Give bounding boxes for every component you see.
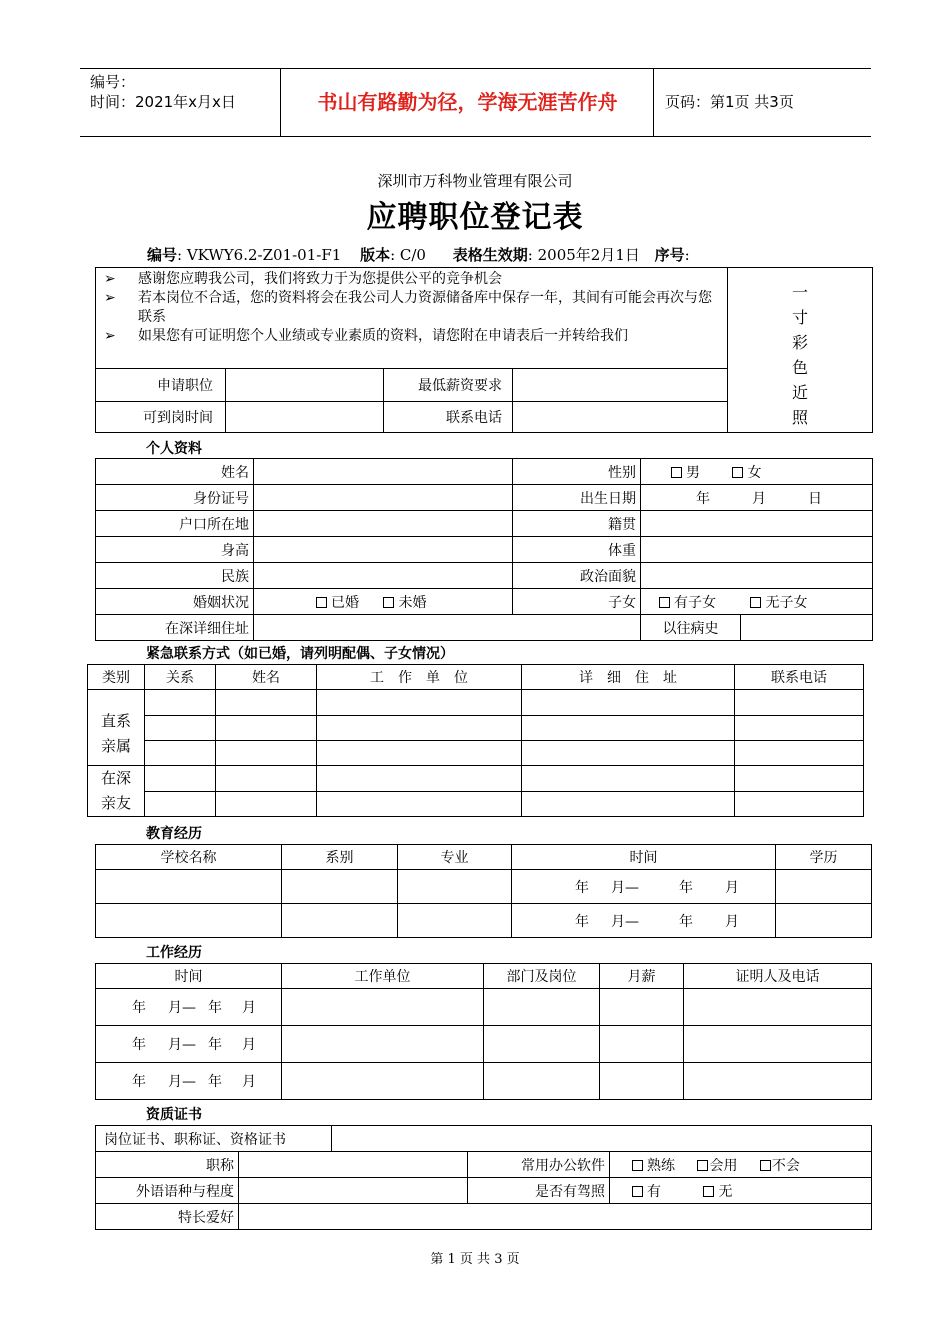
apply-table <box>95 267 873 433</box>
edu-time-field[interactable]: 年 月— 年 月 <box>512 870 776 904</box>
personal-table <box>95 458 873 641</box>
meta-seq-value: : <box>684 246 690 264</box>
table-cell[interactable] <box>96 904 282 938</box>
emergency-header-phone: 联系电话 <box>735 665 864 690</box>
has-children-checkbox[interactable] <box>659 597 670 608</box>
no-children-checkbox[interactable] <box>750 597 761 608</box>
title-field[interactable] <box>239 1152 468 1178</box>
work-header-position: 部门及岗位 <box>484 964 600 989</box>
edu-time-field[interactable]: 年 月— 年 月 <box>512 904 776 938</box>
children-label: 子女 <box>513 589 641 615</box>
table-cell[interactable] <box>484 1063 600 1100</box>
table-cell[interactable] <box>600 989 684 1026</box>
ethnic-field[interactable] <box>254 563 513 589</box>
meta-code-label: 编号 <box>147 246 178 264</box>
table-cell[interactable] <box>216 766 317 792</box>
hukou-field[interactable] <box>254 511 513 537</box>
unmarried-label: 未婚 <box>398 594 427 611</box>
group-local-friends: 在深 亲友 <box>88 766 145 817</box>
education-table <box>95 844 872 938</box>
married-label: 已婚 <box>331 594 359 611</box>
emergency-header-type: 类别 <box>88 665 145 690</box>
office-options <box>610 1152 872 1178</box>
header-left <box>80 69 281 136</box>
company-name: 深圳市万科物业管理有限公司 <box>377 172 573 190</box>
address-field[interactable] <box>254 615 641 641</box>
political-field[interactable] <box>641 563 873 589</box>
edu-header-school: 学校名称 <box>96 845 282 870</box>
table-cell[interactable] <box>776 870 872 904</box>
language-field[interactable] <box>239 1178 468 1204</box>
license-label: 是否有驾照 <box>468 1178 610 1204</box>
title-label: 职称 <box>96 1152 239 1178</box>
page-footer: 第 1 页 共 3 页 <box>430 1252 520 1267</box>
office-label: 常用办公软件 <box>468 1152 610 1178</box>
table-cell[interactable] <box>317 716 522 741</box>
table-cell[interactable] <box>484 1026 600 1063</box>
emergency-header-employer: 工 作 单 位 <box>317 665 522 690</box>
table-cell[interactable] <box>398 904 512 938</box>
table-cell[interactable] <box>735 741 864 766</box>
meta-seq-label: 序号 <box>654 246 685 264</box>
table-cell[interactable] <box>145 690 216 716</box>
native-label: 籍贯 <box>513 511 641 537</box>
height-field[interactable] <box>254 537 513 563</box>
native-field[interactable] <box>641 511 873 537</box>
header-time: 时间：2021年x月x日 <box>90 93 236 111</box>
table-cell[interactable] <box>282 870 398 904</box>
table-cell[interactable] <box>522 741 735 766</box>
table-cell[interactable] <box>145 766 216 792</box>
license-yes-checkbox[interactable] <box>632 1186 643 1197</box>
table-cell[interactable] <box>317 766 522 792</box>
unmarried-checkbox[interactable] <box>383 597 394 608</box>
meta-date-value: : 2005年2月1日 <box>527 246 640 264</box>
table-cell[interactable] <box>684 1063 872 1100</box>
notice-3: ➢ 如果您有可证明您个人业绩或专业素质的资料，请您附在申请表后一并转给我们 <box>104 328 628 344</box>
hobby-label: 特长爱好 <box>96 1204 239 1230</box>
gender-label: 性别 <box>513 459 641 485</box>
certs-field[interactable] <box>332 1126 872 1152</box>
emergency-table <box>87 664 864 817</box>
table-cell[interactable] <box>522 690 735 716</box>
skilled-checkbox[interactable] <box>632 1160 643 1171</box>
height-label: 身高 <box>96 537 254 563</box>
edu-header-dept: 系别 <box>282 845 398 870</box>
table-cell[interactable] <box>282 1026 484 1063</box>
table-cell[interactable] <box>282 989 484 1026</box>
page-header <box>80 68 871 137</box>
table-cell[interactable] <box>684 989 872 1026</box>
notice-2: ➢ 若本岗位不合适，您的资料将会在我公司人力资源储备库中保存一年，其间有可能会再次与您联系 <box>104 290 712 325</box>
cert-section-title: 资质证书 <box>146 1107 202 1123</box>
work-header-salary: 月薪 <box>600 964 684 989</box>
table-cell[interactable] <box>776 904 872 938</box>
table-cell[interactable] <box>735 791 864 817</box>
certs-label: 岗位证书、职称证、资格证书 <box>96 1126 332 1152</box>
birth-label: 出生日期 <box>513 485 641 511</box>
start-time-label: 可到岗时间 <box>96 402 226 433</box>
notice-box <box>96 268 728 369</box>
weight-field[interactable] <box>641 537 873 563</box>
name-field[interactable] <box>254 459 513 485</box>
header-page: 页码：第1页 共3页 <box>665 93 794 111</box>
education-section-title: 教育经历 <box>146 826 202 842</box>
header-code: 编号： <box>90 73 136 91</box>
group-direct-relatives: 直系 亲属 <box>88 690 145 766</box>
work-time-field[interactable]: 年 月— 年 月 <box>96 989 282 1026</box>
table-cell[interactable] <box>484 989 600 1026</box>
table-cell[interactable] <box>145 741 216 766</box>
medical-label: 以往病史 <box>641 615 741 641</box>
cannot-label: 不会 <box>771 1157 800 1174</box>
license-no-checkbox[interactable] <box>703 1186 714 1197</box>
license-yes-label: 有 <box>647 1183 661 1200</box>
children-options <box>641 589 873 615</box>
start-time-field[interactable] <box>226 402 384 433</box>
table-cell[interactable] <box>600 1063 684 1100</box>
table-cell[interactable] <box>735 690 864 716</box>
work-table <box>95 963 872 1100</box>
no-children-label: 无子女 <box>765 594 808 611</box>
id-no-field[interactable] <box>254 485 513 511</box>
apply-phone-field[interactable] <box>513 402 728 433</box>
table-cell[interactable] <box>398 870 512 904</box>
emergency-header-address: 详 细 住 址 <box>522 665 735 690</box>
apply-phone-label: 联系电话 <box>384 402 513 433</box>
table-cell[interactable] <box>145 716 216 741</box>
table-cell[interactable] <box>522 766 735 792</box>
work-header-time: 时间 <box>96 964 282 989</box>
table-cell[interactable] <box>216 716 317 741</box>
work-time-field[interactable]: 年 月— 年 月 <box>96 1026 282 1063</box>
female-label: 女 <box>747 464 762 481</box>
license-options <box>610 1178 872 1204</box>
language-label: 外语语种与程度 <box>96 1178 239 1204</box>
table-cell[interactable] <box>317 791 522 817</box>
edu-header-degree: 学历 <box>776 845 872 870</box>
header-motto: 书山有路勤为径，学海无涯苦作舟 <box>282 69 654 136</box>
medical-field[interactable] <box>741 615 873 641</box>
political-label: 政治面貌 <box>513 563 641 589</box>
notice-1: ➢ 感谢您应聘我公司，我们将致力于为您提供公平的竞争机会 <box>104 271 502 287</box>
marital-options <box>254 589 513 615</box>
marital-label: 婚姻状况 <box>96 589 254 615</box>
apply-position-field[interactable] <box>226 369 384 402</box>
meta-date-label: 表格生效期 <box>452 246 528 264</box>
personal-section-title: 个人资料 <box>146 441 202 457</box>
has-children-label: 有子女 <box>674 594 716 611</box>
form-meta <box>147 244 867 265</box>
weight-label: 体重 <box>513 537 641 563</box>
min-salary-label: 最低薪资要求 <box>384 369 513 402</box>
married-checkbox[interactable] <box>316 597 327 608</box>
page-title: 应聘职位登记表 <box>366 200 584 235</box>
table-cell[interactable] <box>282 1063 484 1100</box>
meta-version-label: 版本 <box>360 246 391 264</box>
edu-header-major: 专业 <box>398 845 512 870</box>
table-cell[interactable] <box>684 1026 872 1063</box>
cannot-checkbox[interactable] <box>760 1160 771 1171</box>
apply-position-label: 申请职位 <box>96 369 226 402</box>
birth-field[interactable]: 年 月 日 <box>641 485 873 511</box>
table-cell[interactable] <box>216 741 317 766</box>
table-cell[interactable] <box>317 741 522 766</box>
skilled-label: 熟练 <box>647 1157 675 1174</box>
gender-options <box>641 459 873 485</box>
emergency-header-name: 姓名 <box>216 665 317 690</box>
table-cell[interactable] <box>317 690 522 716</box>
id-no-label: 身份证号 <box>96 485 254 511</box>
edu-header-time: 时间 <box>512 845 776 870</box>
ethnic-label: 民族 <box>96 563 254 589</box>
work-header-employer: 工作单位 <box>282 964 484 989</box>
name-label: 姓名 <box>96 459 254 485</box>
table-cell[interactable] <box>145 791 216 817</box>
work-time-field[interactable]: 年 月— 年 月 <box>96 1063 282 1100</box>
photo-box: 一 寸 彩 色 近 照 <box>728 268 873 433</box>
table-cell[interactable] <box>522 716 735 741</box>
male-checkbox[interactable] <box>671 467 682 478</box>
table-cell[interactable] <box>216 690 317 716</box>
hukou-label: 户口所在地 <box>96 511 254 537</box>
work-header-reference: 证明人及电话 <box>684 964 872 989</box>
can-checkbox[interactable] <box>697 1160 708 1171</box>
table-cell[interactable] <box>735 766 864 792</box>
license-no-label: 无 <box>718 1183 733 1200</box>
table-cell[interactable] <box>282 904 398 938</box>
address-label: 在深详细住址 <box>96 615 254 641</box>
cert-table <box>95 1125 872 1230</box>
meta-version-value: : C/0 <box>390 246 426 264</box>
emergency-header-relation: 关系 <box>145 665 216 690</box>
male-label: 男 <box>686 464 700 481</box>
female-checkbox[interactable] <box>732 467 743 478</box>
work-section-title: 工作经历 <box>146 945 202 961</box>
can-label: 会用 <box>709 1157 738 1174</box>
table-cell[interactable] <box>522 791 735 817</box>
min-salary-field[interactable] <box>513 369 728 402</box>
hobby-field[interactable] <box>239 1204 872 1230</box>
table-cell[interactable] <box>735 716 864 741</box>
table-cell[interactable] <box>216 791 317 817</box>
meta-code-value: : VKWY6.2-Z01-01-F1 <box>177 246 342 264</box>
table-cell[interactable] <box>600 1026 684 1063</box>
table-cell[interactable] <box>96 870 282 904</box>
emergency-section-title: 紧急联系方式（如已婚，请列明配偶、子女情况） <box>146 646 454 662</box>
